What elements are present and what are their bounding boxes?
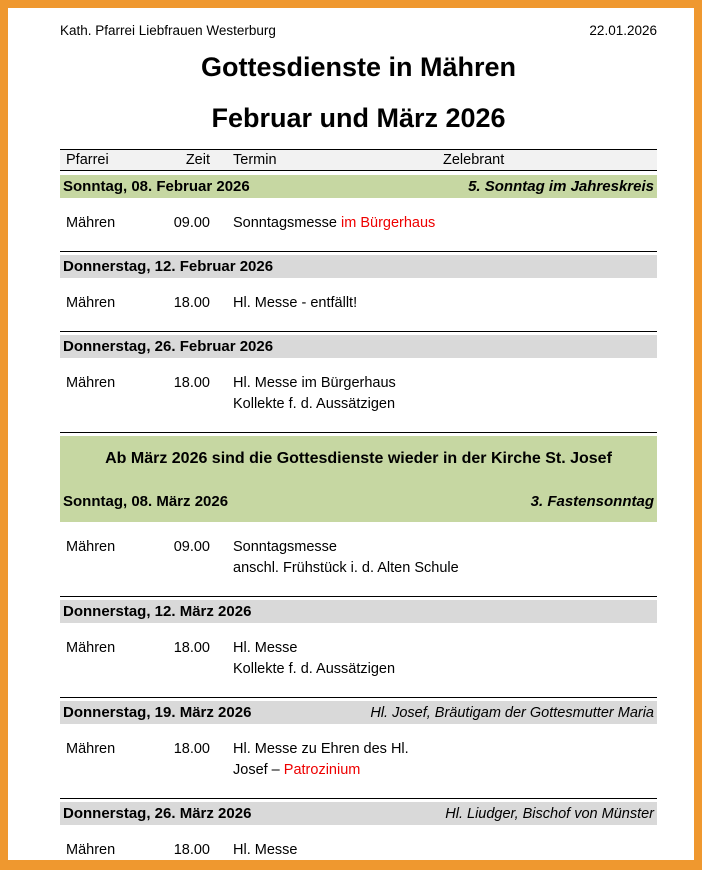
termin-text: Sonntagsmesse — [233, 215, 342, 231]
section-celebrant: Hl. Liudger, Bischof von Münster — [445, 805, 654, 822]
termin-line1 — [233, 215, 435, 231]
section-date: Donnerstag, 26. März 2026 — [63, 805, 252, 822]
document-header — [60, 8, 657, 39]
pfarrei-cell: Mähren — [66, 640, 116, 656]
pfarrei-cell: Mähren — [66, 375, 116, 391]
spacer — [210, 739, 233, 781]
termin-text: Hl. Messe — [233, 640, 298, 656]
section-date: Sonntag, 08. März 2026 — [63, 493, 229, 510]
spacer — [210, 638, 233, 680]
termin-text: Josef – — [233, 762, 284, 778]
termin-line2 — [233, 760, 657, 781]
column-header-termin: Termin — [233, 152, 277, 168]
section-header-mar08 — [63, 493, 654, 511]
pfarrei-cell: Mähren — [66, 842, 116, 858]
column-header-zeit: Zeit — [185, 152, 210, 168]
time-cell: 09.00 — [173, 539, 210, 555]
print-date: 22.01.2026 — [589, 23, 657, 38]
termin-cell — [233, 213, 657, 234]
section-date: Donnerstag, 12. Februar 2026 — [63, 258, 274, 275]
spacer — [210, 537, 233, 579]
termin-cell — [233, 373, 657, 415]
termin-text: Hl. Messe im Bürgerhaus — [233, 375, 396, 391]
termin-cell — [233, 638, 657, 680]
section-divider — [60, 432, 657, 433]
section-divider — [60, 697, 657, 698]
termin-highlight: Patrozinium — [283, 762, 361, 778]
termin-line1 — [233, 375, 396, 391]
termin-line1 — [233, 640, 297, 656]
section-header-feb08 — [60, 175, 657, 198]
section-header-feb26 — [60, 335, 657, 358]
march-notice-block — [60, 436, 657, 522]
termin-line2 — [233, 558, 657, 579]
spacer — [210, 373, 233, 415]
page-title: Gottesdienste in Mähren — [200, 52, 517, 82]
section-date: Donnerstag, 12. März 2026 — [63, 603, 252, 620]
table-header-row — [60, 149, 657, 171]
time-cell: 18.00 — [173, 842, 210, 858]
termin-text: Hl. Messe zu Ehren des Hl. — [233, 741, 409, 757]
event-row — [60, 739, 657, 781]
section-divider — [60, 798, 657, 799]
termin-line1 — [233, 842, 297, 858]
spacer — [210, 213, 233, 234]
termin-highlight: im Bürgerhaus — [341, 215, 436, 231]
column-header-zelebrant: Zelebrant — [443, 152, 505, 168]
section-date: Donnerstag, 19. März 2026 — [63, 704, 252, 721]
event-row — [60, 537, 657, 579]
termin-line2 — [233, 394, 657, 415]
notice-banner: Ab März 2026 sind die Gottesdienste wieder in der Kirche St. Josef — [105, 450, 612, 467]
termin-text: Sonntagsmesse — [233, 539, 337, 555]
section-divider — [60, 596, 657, 597]
section-celebrant: 5. Sonntag im Jahreskreis — [468, 178, 654, 195]
pfarrei-cell: Mähren — [66, 215, 116, 231]
termin-text: Kollekte f. d. Aussätzigen — [233, 661, 396, 677]
termin-line1 — [233, 295, 357, 311]
section-header-mar19 — [60, 701, 657, 724]
event-row — [60, 293, 657, 314]
termin-cell — [233, 537, 657, 579]
termin-cell — [233, 739, 657, 781]
termin-text: anschl. Frühstück i. d. Alten Schule — [233, 560, 459, 576]
termin-line1 — [233, 741, 409, 757]
event-row — [60, 638, 657, 680]
event-row — [60, 213, 657, 234]
time-cell: 18.00 — [173, 375, 210, 391]
section-date: Sonntag, 08. Februar 2026 — [63, 178, 250, 195]
termin-text: Hl. Messe — [233, 842, 298, 858]
time-cell: 18.00 — [173, 741, 210, 757]
termin-text: Kollekte f. d. Aussätzigen — [233, 396, 396, 412]
event-row — [60, 840, 657, 861]
section-header-mar12 — [60, 600, 657, 623]
pfarrei-cell: Mähren — [66, 295, 116, 311]
section-celebrant: 3. Fastensonntag — [530, 493, 654, 510]
section-date: Donnerstag, 26. Februar 2026 — [63, 338, 274, 355]
time-cell: 18.00 — [173, 640, 210, 656]
termin-line2 — [233, 659, 657, 680]
spacer — [210, 840, 233, 861]
termin-text: Hl. Messe - entfällt! — [233, 295, 358, 311]
document-content — [8, 8, 694, 861]
pfarrei-cell: Mähren — [66, 539, 116, 555]
column-header-pfarrei: Pfarrei — [66, 152, 109, 168]
section-divider — [60, 331, 657, 332]
termin-cell — [233, 293, 657, 314]
page-subtitle: Februar und März 2026 — [211, 103, 506, 133]
termin-line1 — [233, 539, 337, 555]
section-header-mar26 — [60, 802, 657, 825]
event-row — [60, 373, 657, 415]
termin-cell — [233, 840, 657, 861]
section-divider — [60, 251, 657, 252]
time-cell: 18.00 — [173, 295, 210, 311]
pfarrei-cell: Mähren — [66, 741, 116, 757]
schedule-table — [60, 149, 657, 861]
section-header-feb12 — [60, 255, 657, 278]
section-celebrant: Hl. Josef, Bräutigam der Gottesmutter Maria — [370, 704, 654, 721]
spacer — [210, 293, 233, 314]
parish-name: Kath. Pfarrei Liebfrauen Westerburg — [60, 23, 276, 38]
time-cell: 09.00 — [173, 215, 210, 231]
